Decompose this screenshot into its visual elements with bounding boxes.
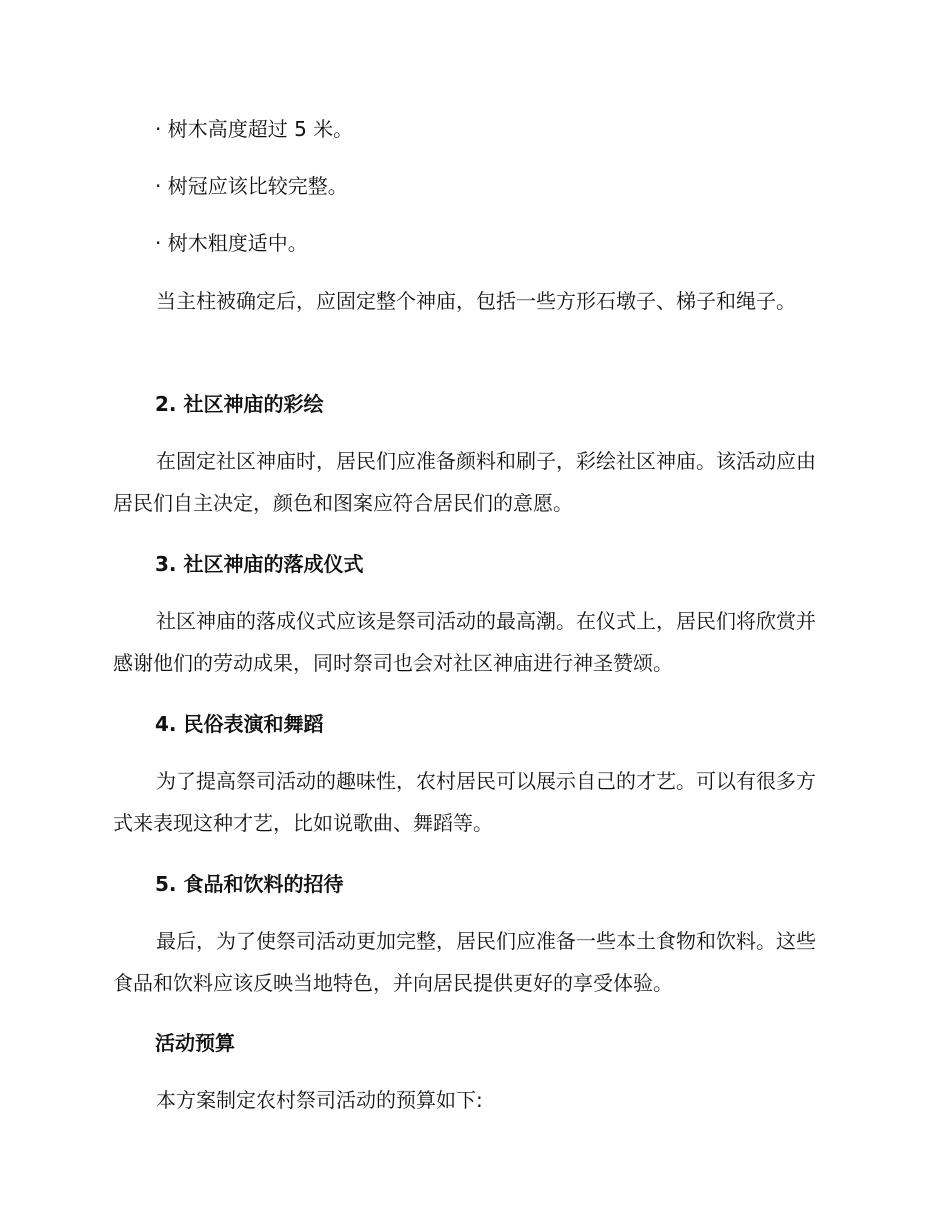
paragraph-folk-performance: 为了提高祭司活动的趣味性，农村居民可以展示自己的才艺。可以有很多方式来表现这种才艺，比如说歌曲、舞蹈等。 bbox=[113, 769, 816, 835]
paragraph-main-pillar: 当主柱被确定后，应固定整个神庙，包括一些方形石墩子、梯子和绳子。 bbox=[156, 289, 796, 313]
section-heading-folk-performance: 4. 民俗表演和舞蹈 bbox=[155, 712, 324, 736]
section-heading-painting: 2. 社区神庙的彩绘 bbox=[155, 392, 324, 416]
bullet-tree-height: · 树木高度超过 5 米。 bbox=[155, 117, 354, 141]
section-heading-food-drinks: 5. 食品和饮料的招待 bbox=[155, 872, 344, 896]
paragraph-food-drinks: 最后，为了使祭司活动更加完整，居民们应准备一些本土食物和饮料。这些食品和饮料应该反映当地特色，并向居民提供更好的享受体验。 bbox=[113, 929, 816, 995]
section-heading-budget: 活动预算 bbox=[155, 1031, 235, 1055]
paragraph-painting: 在固定社区神庙时，居民们应准备颜料和刷子，彩绘社区神庙。该活动应由居民们自主决定，颜色和图案应符合居民们的意愿。 bbox=[113, 449, 816, 515]
paragraph-inauguration: 社区神庙的落成仪式应该是祭司活动的最高潮。在仪式上，居民们将欣赏并感谢他们的劳动成果，同时祭司也会对社区神庙进行神圣赞颂。 bbox=[113, 609, 816, 675]
bullet-tree-thickness: · 树木粗度适中。 bbox=[155, 231, 308, 255]
section-heading-inauguration: 3. 社区神庙的落成仪式 bbox=[155, 552, 364, 576]
paragraph-budget: 本方案制定农村祭司活动的预算如下: bbox=[156, 1088, 483, 1112]
bullet-tree-crown: · 树冠应该比较完整。 bbox=[155, 174, 348, 198]
